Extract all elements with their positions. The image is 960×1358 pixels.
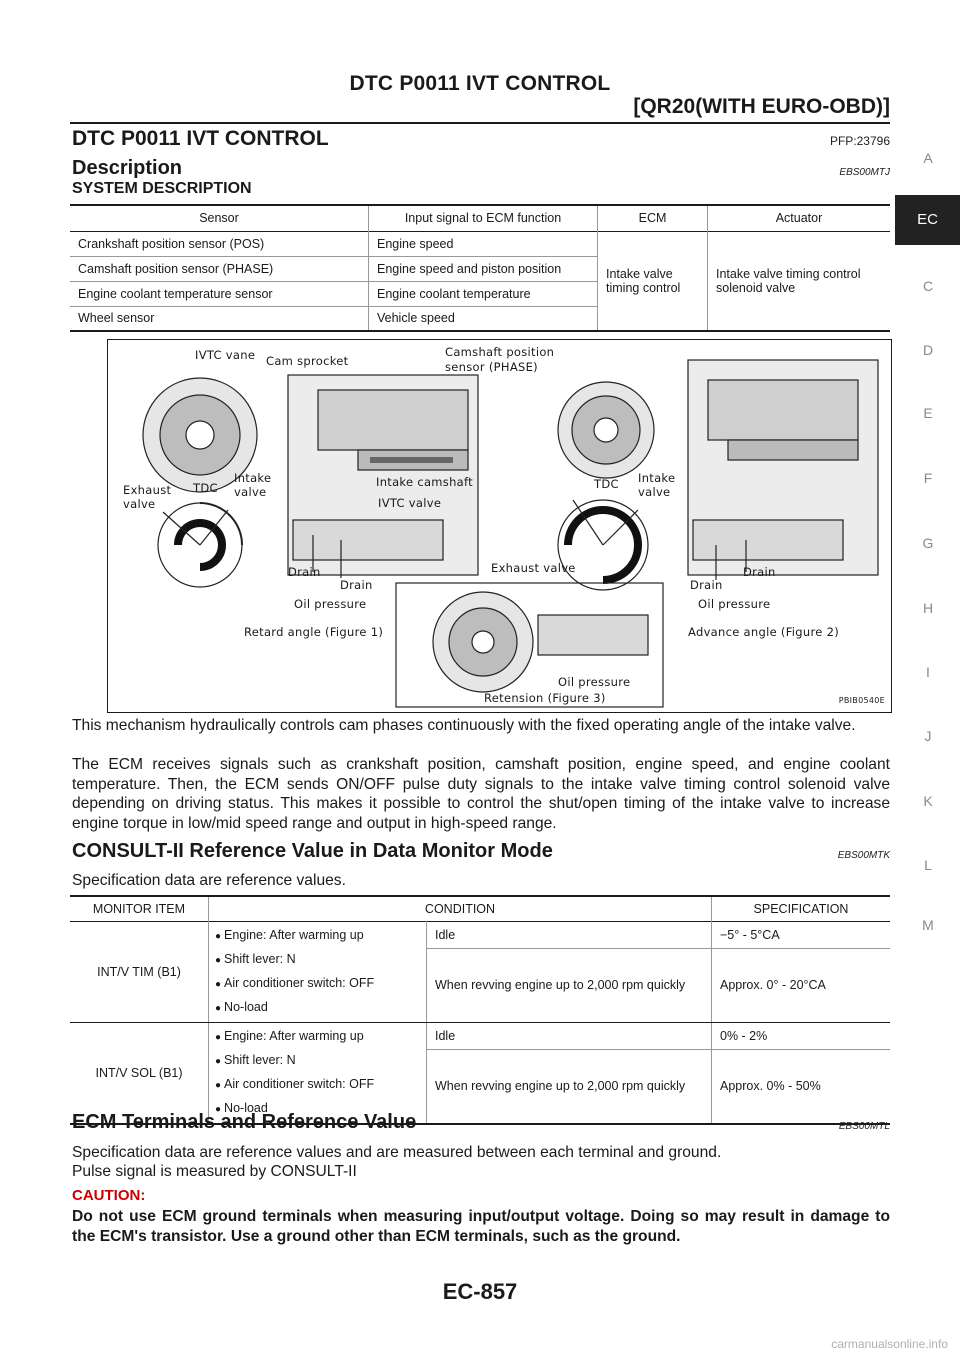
label-drain: Drain xyxy=(340,578,373,592)
ecm-terminals-line-1: Specification data are reference values and are measured between each terminal and ground. xyxy=(72,1144,722,1161)
col-condition: CONDITION xyxy=(209,896,712,921)
label-camshaft-sensor-2: sensor (PHASE) xyxy=(445,360,538,374)
side-tab-ec[interactable]: EC xyxy=(895,195,960,245)
col-specification: SPECIFICATION xyxy=(712,896,891,921)
page-number: EC-857 xyxy=(442,1279,518,1304)
list-item: ● Air conditioner switch: OFF xyxy=(215,972,420,996)
table-cell: Vehicle speed xyxy=(369,306,598,331)
label-intake-valve-right-2: valve xyxy=(638,485,671,499)
label-intake-camshaft: Intake camshaft xyxy=(376,475,473,489)
table-cell: Wheel sensor xyxy=(70,306,369,331)
spec-revving: Approx. 0° - 20°CA xyxy=(712,949,891,1022)
col-actuator: Actuator xyxy=(708,205,891,231)
label-drain: Drain xyxy=(743,565,776,579)
label-intake-valve-left-1: Intake xyxy=(234,471,272,485)
label-cam-sprocket: Cam sprocket xyxy=(266,354,349,368)
consult-heading: CONSULT-II Reference Value in Data Monitor Mode xyxy=(72,840,553,862)
condition-revving: When revving engine up to 2,000 rpm quickly xyxy=(427,949,712,1022)
table-cell: Engine coolant temperature sensor xyxy=(70,281,369,306)
monitor-item-int-v-tim: INT/V TIM (B1) xyxy=(70,921,209,1022)
label-retard-angle: Retard angle (Figure 1) xyxy=(244,625,384,639)
label-oil-pressure: Oil pressure xyxy=(294,597,367,611)
condition-idle: Idle xyxy=(427,1022,712,1050)
table-cell: Camshaft position sensor (PHASE) xyxy=(70,256,369,281)
side-tab-j[interactable]: J xyxy=(924,728,932,744)
label-tdc-left: TDC xyxy=(193,481,218,495)
actuator-cell: Intake valve timing control solenoid valve xyxy=(708,231,891,331)
side-tab-k[interactable]: K xyxy=(923,793,933,809)
side-tab-l[interactable]: L xyxy=(924,857,932,873)
table-cell: Crankshaft position sensor (POS) xyxy=(70,231,369,256)
watermark: carmanualsonline.info xyxy=(831,1337,948,1351)
caution-text: Do not use ECM ground terminals when measuring input/output voltage. Doing so may result in damage to the ECM's transistor. Use a ground other than ECM terminals, such as the ground. xyxy=(72,1208,890,1245)
side-tab-m[interactable]: M xyxy=(922,917,934,933)
consult-note: Specification data are reference values. xyxy=(72,872,346,889)
label-exhaust-valve: Exhaust valve xyxy=(491,561,576,575)
condition-list xyxy=(209,1022,427,1124)
monitor-item-int-v-sol: INT/V SOL (B1) xyxy=(70,1022,209,1124)
list-item: ● No-load xyxy=(215,996,420,1020)
label-advance-angle: Advance angle (Figure 2) xyxy=(688,625,839,639)
label-camshaft-sensor-1: Camshaft position xyxy=(445,345,555,359)
main-title-code: PFP:23796 xyxy=(829,134,890,148)
spec-idle: −5° - 5°CA xyxy=(712,921,891,949)
list-item: ● Engine: After warming up xyxy=(215,924,420,948)
table-cell: Engine coolant temperature xyxy=(369,281,598,306)
label-retension: Retension (Figure 3) xyxy=(484,691,606,705)
description-heading: Description xyxy=(72,157,183,179)
col-input-signal: Input signal to ECM function xyxy=(369,205,598,231)
table-cell: Engine speed xyxy=(369,231,598,256)
system-table xyxy=(70,204,890,332)
consult-table xyxy=(70,895,890,1125)
list-item: ● Air conditioner switch: OFF xyxy=(215,1073,420,1097)
label-tdc-right: TDC xyxy=(594,477,619,491)
side-tab-f[interactable]: F xyxy=(923,470,933,486)
ivtc-diagram-drawing xyxy=(108,340,891,712)
side-tab-e[interactable]: E xyxy=(923,405,933,421)
label-intake-valve-right-1: Intake xyxy=(638,471,676,485)
figure-id: PBIB0540E xyxy=(838,696,885,705)
spec-revving: Approx. 0% - 50% xyxy=(712,1050,891,1124)
label-ivtc-vane: IVTC vane xyxy=(195,348,256,362)
label-ivtc-valve: IVTC valve xyxy=(378,496,442,510)
side-tab-d[interactable]: D xyxy=(922,342,934,358)
label-exhaust-valve-left-1: Exhaust xyxy=(123,483,172,497)
description-code: EBS00MTJ xyxy=(839,167,890,178)
list-item: ● Shift lever: N xyxy=(215,948,420,972)
col-monitor-item: MONITOR ITEM xyxy=(92,901,186,916)
page-header-subtitle: [QR20(WITH EURO-OBD)] xyxy=(633,95,890,118)
page-header-title: DTC P0011 IVT CONTROL xyxy=(349,72,611,95)
label-drain: Drain xyxy=(690,578,723,592)
condition-revving: When revving engine up to 2,000 rpm quickly xyxy=(427,1050,712,1124)
list-item: ● Shift lever: N xyxy=(215,1049,420,1073)
list-item: ● No-load xyxy=(215,1097,420,1121)
side-tab-a[interactable]: A xyxy=(923,150,933,166)
ivtc-mechanism-figure xyxy=(107,339,892,713)
system-description-heading: SYSTEM DESCRIPTION xyxy=(72,180,252,197)
paragraph-mechanism: This mechanism hydraulically controls cam phases continuously with the fixed operating angle of the intake valve. xyxy=(72,717,856,734)
label-oil-pressure: Oil pressure xyxy=(698,597,771,611)
header-rule xyxy=(70,122,890,124)
side-tab-c[interactable]: C xyxy=(922,278,934,294)
label-oil-pressure-inset: Oil pressure xyxy=(558,675,631,689)
ecm-terminals-heading: ECM Terminals and Reference Value xyxy=(72,1111,417,1133)
label-intake-valve-left-2: valve xyxy=(234,485,267,499)
col-sensor: Sensor xyxy=(199,211,239,226)
side-tab-h[interactable]: H xyxy=(922,600,934,616)
consult-code: EBS00MTK xyxy=(837,850,890,861)
table-cell: Engine speed and piston position xyxy=(369,256,598,281)
main-title: DTC P0011 IVT CONTROL xyxy=(72,127,329,150)
side-tab-g[interactable]: G xyxy=(922,535,934,551)
condition-list xyxy=(209,921,427,1022)
condition-idle: Idle xyxy=(427,921,712,949)
paragraph-ecm: The ECM receives signals such as crankshaft position, camshaft position, engine speed, and engine coolant temperature. Then, the ECM sends ON/OFF pulse duty signals to the intake valve timing control solenoid valve depending on driving status. This makes it possible to control the shut/open timing of the intake valve to increase engine torque in low/mid speed range and output in high-speed range. xyxy=(72,756,890,832)
ecm-function-cell: Intake valve timing control xyxy=(598,231,708,331)
label-exhaust-valve-left-2: valve xyxy=(123,497,156,511)
spec-idle: 0% - 2% xyxy=(712,1022,891,1050)
col-ecm: ECM xyxy=(598,205,708,231)
ecm-terminals-line-2: Pulse signal is measured by CONSULT-II xyxy=(72,1163,357,1180)
caution-label: CAUTION: xyxy=(72,1187,146,1204)
side-tab-i[interactable]: I xyxy=(926,664,930,680)
ecm-terminals-code: EBS00MTL xyxy=(838,1121,890,1132)
list-item: ● Engine: After warming up xyxy=(215,1025,420,1049)
label-drain: Drain xyxy=(288,565,321,579)
